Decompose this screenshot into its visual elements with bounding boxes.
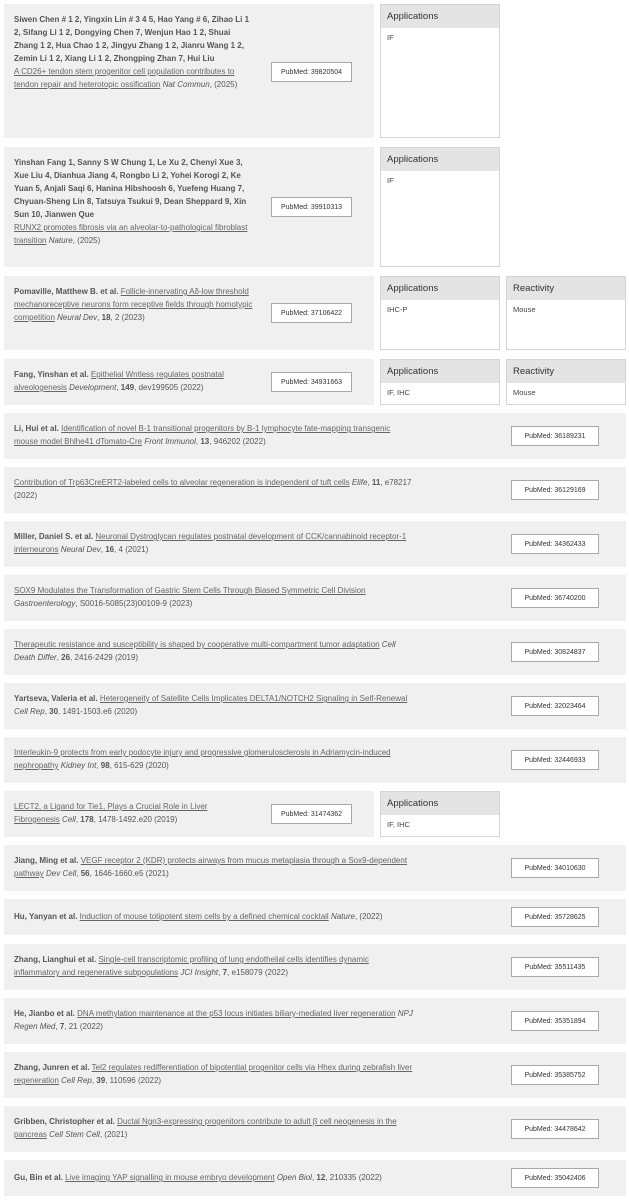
reference-text: Zhang, Lianghui et al. Single-cell transcriptomic profiling of lung endothelial cells identifies dynamic inflammatory and regenerative subpopulations JCI Insight, 7, e158079 (2022) xyxy=(14,955,369,977)
reference-text: Fang, Yinshan et al. Epithelial Wntless regulates postnatal alveologenesis Development, 149, dev199505 (2022) xyxy=(14,370,224,392)
reference-item xyxy=(4,944,626,990)
reference-details: , (2025) xyxy=(72,236,101,245)
reference-item xyxy=(4,575,626,621)
reference-authors: Yinshan Fang 1, Sanny S W Chung 1, Le Xu 2, Chenyi Xue 3, Xue Liu 4, Dianhua Jiang 4, Rongbo Li 2, Yohei Korogi 2, Ke Yuan 5, Anjali Saqi 6, Hanina Hibshoosh 6, Yuefeng Huang 7, Chyuan-Sheng Lin 8, Tatsuya Tsukui 9, Dean Sheppard 9, Xin Sun 10, Jianwen Que xyxy=(14,158,247,219)
pubmed-link[interactable]: PubMed: 36129169 xyxy=(511,480,599,500)
reference-details: , dev199505 (2022) xyxy=(134,383,204,392)
reference-item xyxy=(4,1160,626,1196)
reference-authors: Hu, Yanyan et al. xyxy=(14,912,78,921)
reference-journal: Nature xyxy=(330,912,355,921)
pubmed-link[interactable]: PubMed: 37106422 xyxy=(271,303,352,323)
reference-title-link[interactable]: LECT2, a Ligand for Tie1, Plays a Crucial Role in Liver Fibrogenesis xyxy=(14,802,208,824)
reference-details: , 1491-1503.e6 (2020) xyxy=(58,707,138,716)
applications-header: Applications xyxy=(381,360,499,383)
reference-authors: Zhang, Lianghui et al. xyxy=(14,955,97,964)
reference-title-link[interactable]: Neuronal Dystroglycan regulates postnatal development of CCK/cannabinoid receptor-1 interneurons xyxy=(14,532,407,554)
reference-text xyxy=(14,156,254,247)
reference-item xyxy=(4,683,626,729)
pubmed-link[interactable]: PubMed: 32446933 xyxy=(511,750,599,770)
reference-details: , e158079 (2022) xyxy=(227,968,288,977)
pubmed-link[interactable]: PubMed: 34478642 xyxy=(511,1119,599,1139)
pubmed-link[interactable]: PubMed: 30824837 xyxy=(511,642,599,662)
reference-text: Gu, Bin et al. Live imaging YAP signalling in mouse embryo development Open Biol, 12, 210335 (2022) xyxy=(14,1173,382,1182)
reactivity-value: Mouse xyxy=(513,388,536,397)
reference-text: Therapeutic resistance and susceptibility is shaped by cooperative multi-compartment tumor adaptation Cell Death Differ, 26, 2416-2429 (2019) xyxy=(14,640,396,662)
reference-journal: Nat Commun xyxy=(162,80,210,89)
reference-text: He, Jianbo et al. DNA methylation maintenance at the p53 locus initiates biliary-mediated liver regeneration NPJ Regen Med, 7, 21 (2022) xyxy=(14,1009,413,1031)
reference-journal: NPJ Regen Med xyxy=(14,1009,413,1031)
reference-title-link[interactable]: Induction of mouse totipotent stem cells by a defined chemical cocktail xyxy=(79,912,329,921)
pubmed-link[interactable]: PubMed: 31474362 xyxy=(271,804,352,824)
reference-volume: 13 xyxy=(200,437,210,446)
reference-journal: Elife xyxy=(351,478,368,487)
reference-text: LECT2, a Ligand for Tie1, Plays a Crucial Role in Liver Fibrogenesis Cell, 178, 1478-1492.e20 (2019) xyxy=(14,802,208,824)
reference-authors: Miller, Daniel S. et al. xyxy=(14,532,94,541)
applications-header: Applications xyxy=(381,277,499,300)
reference-item xyxy=(4,737,626,783)
reference-journal: Front Immunol xyxy=(144,437,196,446)
reference-volume: 12 xyxy=(316,1173,326,1182)
reference-item xyxy=(4,413,626,459)
applications-value: IHC-P xyxy=(387,305,408,314)
reference-title-link[interactable]: A CD26+ tendon stem progenitor cell population contributes to tendon repair and heterotopic ossification xyxy=(14,67,235,89)
reference-journal: Cell Stem Cell xyxy=(49,1130,100,1139)
applications-box xyxy=(380,359,500,405)
reference-text: Contribution of Trp63CreERT2-labeled cells to alveolar regeneration is independent of tuft cells Elife, 11, e78217 (2022) xyxy=(14,478,412,500)
reference-journal: Kidney Int xyxy=(60,761,97,770)
pubmed-link[interactable]: PubMed: 36740200 xyxy=(511,588,599,608)
reference-authors: Jiang, Ming et al. xyxy=(14,856,79,865)
reference-details: , 1478-1492.e20 (2019) xyxy=(93,815,178,824)
reference-text: Miller, Daniel S. et al. Neuronal Dystroglycan regulates postnatal development of CCK/cannabinoid receptor-1 interneurons Neural Dev, 16, 4 (2021) xyxy=(14,532,407,554)
reference-title-link[interactable]: VEGF receptor 2 (KDR) protects airways from mucus metaplasia through a Sox9-dependent pathway xyxy=(14,856,408,878)
reference-title-link[interactable]: Ductal Ngn3-expressing progenitors contribute to adult β cell neogenesis in the pancreas xyxy=(14,1117,397,1139)
reference-details: , 615-629 (2020) xyxy=(109,761,169,770)
pubmed-link[interactable]: PubMed: 39910313 xyxy=(271,197,352,217)
reference-details: , e78217 (2022) xyxy=(14,478,412,500)
reference-title-link[interactable]: Single-cell transcriptomic profiling of lung endothelial cells identifies dynamic inflammatory and regenerative subpopulations xyxy=(14,955,369,977)
reference-details: , 2 (2023) xyxy=(110,313,145,322)
reference-title-link[interactable]: Follicle-innervating Aδ-low threshold mechanoreceptive neurons form receptive fields through homotypic competition xyxy=(14,287,253,322)
reference-title-link[interactable]: Contribution of Trp63CreERT2-labeled cells to alveolar regeneration is independent of tuft cells xyxy=(14,478,350,487)
applications-value: IF, IHC xyxy=(387,388,410,397)
applications-box xyxy=(380,791,500,837)
reactivity-header: Reactivity xyxy=(507,360,625,383)
reference-item xyxy=(4,998,626,1044)
reference-item xyxy=(4,276,374,350)
reference-title-link[interactable]: SOX9 Modulates the Transformation of Gastric Stem Cells Through Biased Symmetric Cell Division xyxy=(14,586,366,595)
pubmed-link[interactable]: PubMed: 34010630 xyxy=(511,858,599,878)
reference-volume: 39 xyxy=(96,1076,106,1085)
reference-text xyxy=(14,1115,414,1141)
reference-details: , S0016-5085(23)00109-9 (2023) xyxy=(75,599,193,608)
reactivity-box xyxy=(506,359,626,405)
reference-title-link[interactable]: DNA methylation maintenance at the p53 locus initiates biliary-mediated liver regeneration xyxy=(77,1009,396,1018)
reference-item xyxy=(4,521,626,567)
reference-text xyxy=(14,910,414,923)
reference-authors: Li, Hui et al. xyxy=(14,424,59,433)
applications-box xyxy=(380,276,500,350)
reference-journal: Cell Death Differ xyxy=(14,640,396,662)
applications-header: Applications xyxy=(381,792,499,815)
pubmed-link[interactable]: PubMed: 39820504 xyxy=(271,62,352,82)
reactivity-box xyxy=(506,276,626,350)
reference-authors: Siwen Chen # 1 2, Yingxin Lin # 3 4 5, Hao Yang # 6, Zihao Li 1 2, Sifang Li 1 2, Dongying Chen 7, Wenjun Hao 1 2, Shuai Zhang 1 2, Hua Chao 1 2, Jingyu Zhang 1 2, Jianru Wang 1 2, Zemin Li 1 2, Xiang Li 1 2, Zhongping Zhan 7, Hui Liu xyxy=(14,15,250,63)
reference-volume: 7 xyxy=(222,968,228,977)
reference-details: , 2416-2429 (2019) xyxy=(70,653,139,662)
reference-title-link[interactable]: Therapeutic resistance and susceptibility is shaped by cooperative multi-compartment tumor adaptation xyxy=(14,640,380,649)
reference-journal: Open Biol xyxy=(276,1173,312,1182)
reference-text xyxy=(14,584,414,610)
pubmed-link[interactable]: PubMed: 35042406 xyxy=(511,1168,599,1188)
reference-text: Zhang, Junren et al. Tel2 regulates redifferentiation of bipotential progenitor cells via Hhex during zebrafish liver regeneration Cell Rep, 39, 110596 (2022) xyxy=(14,1063,413,1085)
reference-journal: Cell Rep xyxy=(14,707,45,716)
reference-item xyxy=(4,845,626,891)
reference-details: , 110596 (2022) xyxy=(105,1076,162,1085)
reference-volume: 11 xyxy=(371,478,381,487)
pubmed-link[interactable]: PubMed: 35385752 xyxy=(511,1065,599,1085)
reference-item xyxy=(4,1106,626,1152)
applications-box xyxy=(380,147,500,267)
reference-text: Interleukin-9 protects from early podocyte injury and progressive glomerulosclerosis in Adriamycin-induced nephropathy Kidney Int, 98, 615-629 (2020) xyxy=(14,748,391,770)
reference-title-link[interactable]: Interleukin-9 protects from early podocyte injury and progressive glomerulosclerosis in Adriamycin-induced nephropathy xyxy=(14,748,391,770)
reference-text: Yartseva, Valeria et al. Heterogeneity of Satellite Cells Implicates DELTA1/NOTCH2 Signaling in Self-Renewal Cell Rep, 30, 1491-1503.e6 (2020) xyxy=(14,694,408,716)
reference-details: , (2025) xyxy=(209,80,238,89)
reference-title-link[interactable]: Live imaging YAP signalling in mouse embryo development xyxy=(65,1173,275,1182)
reference-journal: Dev Cell xyxy=(46,869,77,878)
reference-volume: 18 xyxy=(101,313,111,322)
reference-authors: Fang, Yinshan et al. xyxy=(14,370,89,379)
applications-header: Applications xyxy=(381,148,499,171)
reference-journal: Cell xyxy=(62,815,76,824)
reference-volume: 30 xyxy=(49,707,59,716)
pubmed-link[interactable]: PubMed: 35728625 xyxy=(511,907,599,927)
reference-journal: Development xyxy=(69,383,117,392)
reference-volume: 16 xyxy=(105,545,115,554)
reference-authors: Yartseva, Valeria et al. xyxy=(14,694,98,703)
reference-volume: 149 xyxy=(120,383,135,392)
pubmed-link[interactable]: PubMed: 35351894 xyxy=(511,1011,599,1031)
reference-text: Jiang, Ming et al. VEGF receptor 2 (KDR) protects airways from mucus metaplasia through a Sox9-dependent pathway Dev Cell, 56, 1646-1660.e5 (2021) xyxy=(14,856,408,878)
reference-item xyxy=(4,791,374,837)
reference-authors: He, Jianbo et al. xyxy=(14,1009,75,1018)
pubmed-link[interactable]: PubMed: 35511435 xyxy=(511,957,599,977)
reference-item xyxy=(4,1052,626,1098)
pubmed-link[interactable]: PubMed: 32023464 xyxy=(511,696,599,716)
reference-item xyxy=(4,899,626,935)
reactivity-value: Mouse xyxy=(513,305,536,314)
reactivity-header: Reactivity xyxy=(507,277,625,300)
applications-box xyxy=(380,4,500,138)
reference-text xyxy=(14,13,254,91)
reference-volume: 98 xyxy=(100,761,110,770)
applications-value: IF xyxy=(387,176,394,185)
reference-journal: Cell Rep xyxy=(61,1076,92,1085)
reference-title-link[interactable]: Tel2 regulates redifferentiation of bipotential progenitor cells via Hhex during zebrafish liver regeneration xyxy=(14,1063,413,1085)
reference-title-link[interactable]: Epithelial Wntless regulates postnatal alveologenesis xyxy=(14,370,224,392)
reference-title-link[interactable]: Identification of novel B-1 transitional progenitors by B-1 lymphocyte fate-mapping transgenic mouse model Bhlhe41 dTomato-Cre xyxy=(14,424,391,446)
applications-value: IF, IHC xyxy=(387,820,410,829)
reference-details: , 4 (2021) xyxy=(114,545,149,554)
reference-details: , (2021) xyxy=(99,1130,128,1139)
reference-text: Pomaville, Matthew B. et al. Follicle-innervating Aδ-low threshold mechanoreceptive neurons form receptive fields through homotypic competition Neural Dev, 18, 2 (2023) xyxy=(14,287,253,322)
reference-item xyxy=(4,359,374,405)
pubmed-link[interactable]: PubMed: 34362433 xyxy=(511,534,599,554)
reference-authors: Gu, Bin et al. xyxy=(14,1173,63,1182)
reference-title-link[interactable]: RUNX2 promotes fibrosis via an alveolar-to-pathological fibroblast transition xyxy=(14,223,248,245)
reference-journal: Nature xyxy=(48,236,73,245)
reference-title-link[interactable]: Heterogeneity of Satellite Cells Implicates DELTA1/NOTCH2 Signaling in Self-Renewal xyxy=(99,694,408,703)
pubmed-link[interactable]: PubMed: 36189231 xyxy=(511,426,599,446)
reference-item xyxy=(4,4,374,138)
reference-details: , 21 (2022) xyxy=(64,1022,103,1031)
reference-details: , 946202 (2022) xyxy=(209,437,266,446)
applications-header: Applications xyxy=(381,5,499,28)
reference-volume: 26 xyxy=(61,653,71,662)
reference-journal: Neural Dev xyxy=(60,545,101,554)
reference-volume: 178 xyxy=(80,815,94,824)
reference-text: Li, Hui et al. Identification of novel B-1 transitional progenitors by B-1 lymphocyte fate-mapping transgenic mouse model Bhlhe41 dTomato-Cre Front Immunol, 13, 946202 (2022) xyxy=(14,424,391,446)
reference-details: , 210335 (2022) xyxy=(325,1173,382,1182)
reference-item xyxy=(4,147,374,267)
reference-journal: Gastroenterology xyxy=(14,599,76,608)
reference-details: , 1646-1660.e5 (2021) xyxy=(89,869,169,878)
reference-item xyxy=(4,629,626,675)
reference-authors: Pomaville, Matthew B. et al. xyxy=(14,287,119,296)
reference-volume: 7 xyxy=(59,1022,65,1031)
reference-journal: JCI Insight xyxy=(180,968,219,977)
reference-volume: 56 xyxy=(80,869,90,878)
pubmed-link[interactable]: PubMed: 34931663 xyxy=(271,372,352,392)
applications-value: IF xyxy=(387,33,394,42)
reference-authors: Zhang, Junren et al. xyxy=(14,1063,90,1072)
reference-authors: Gribben, Christopher et al. xyxy=(14,1117,115,1126)
reference-item xyxy=(4,467,626,513)
reference-journal: Neural Dev xyxy=(57,313,98,322)
reference-details: , (2022) xyxy=(354,912,383,921)
